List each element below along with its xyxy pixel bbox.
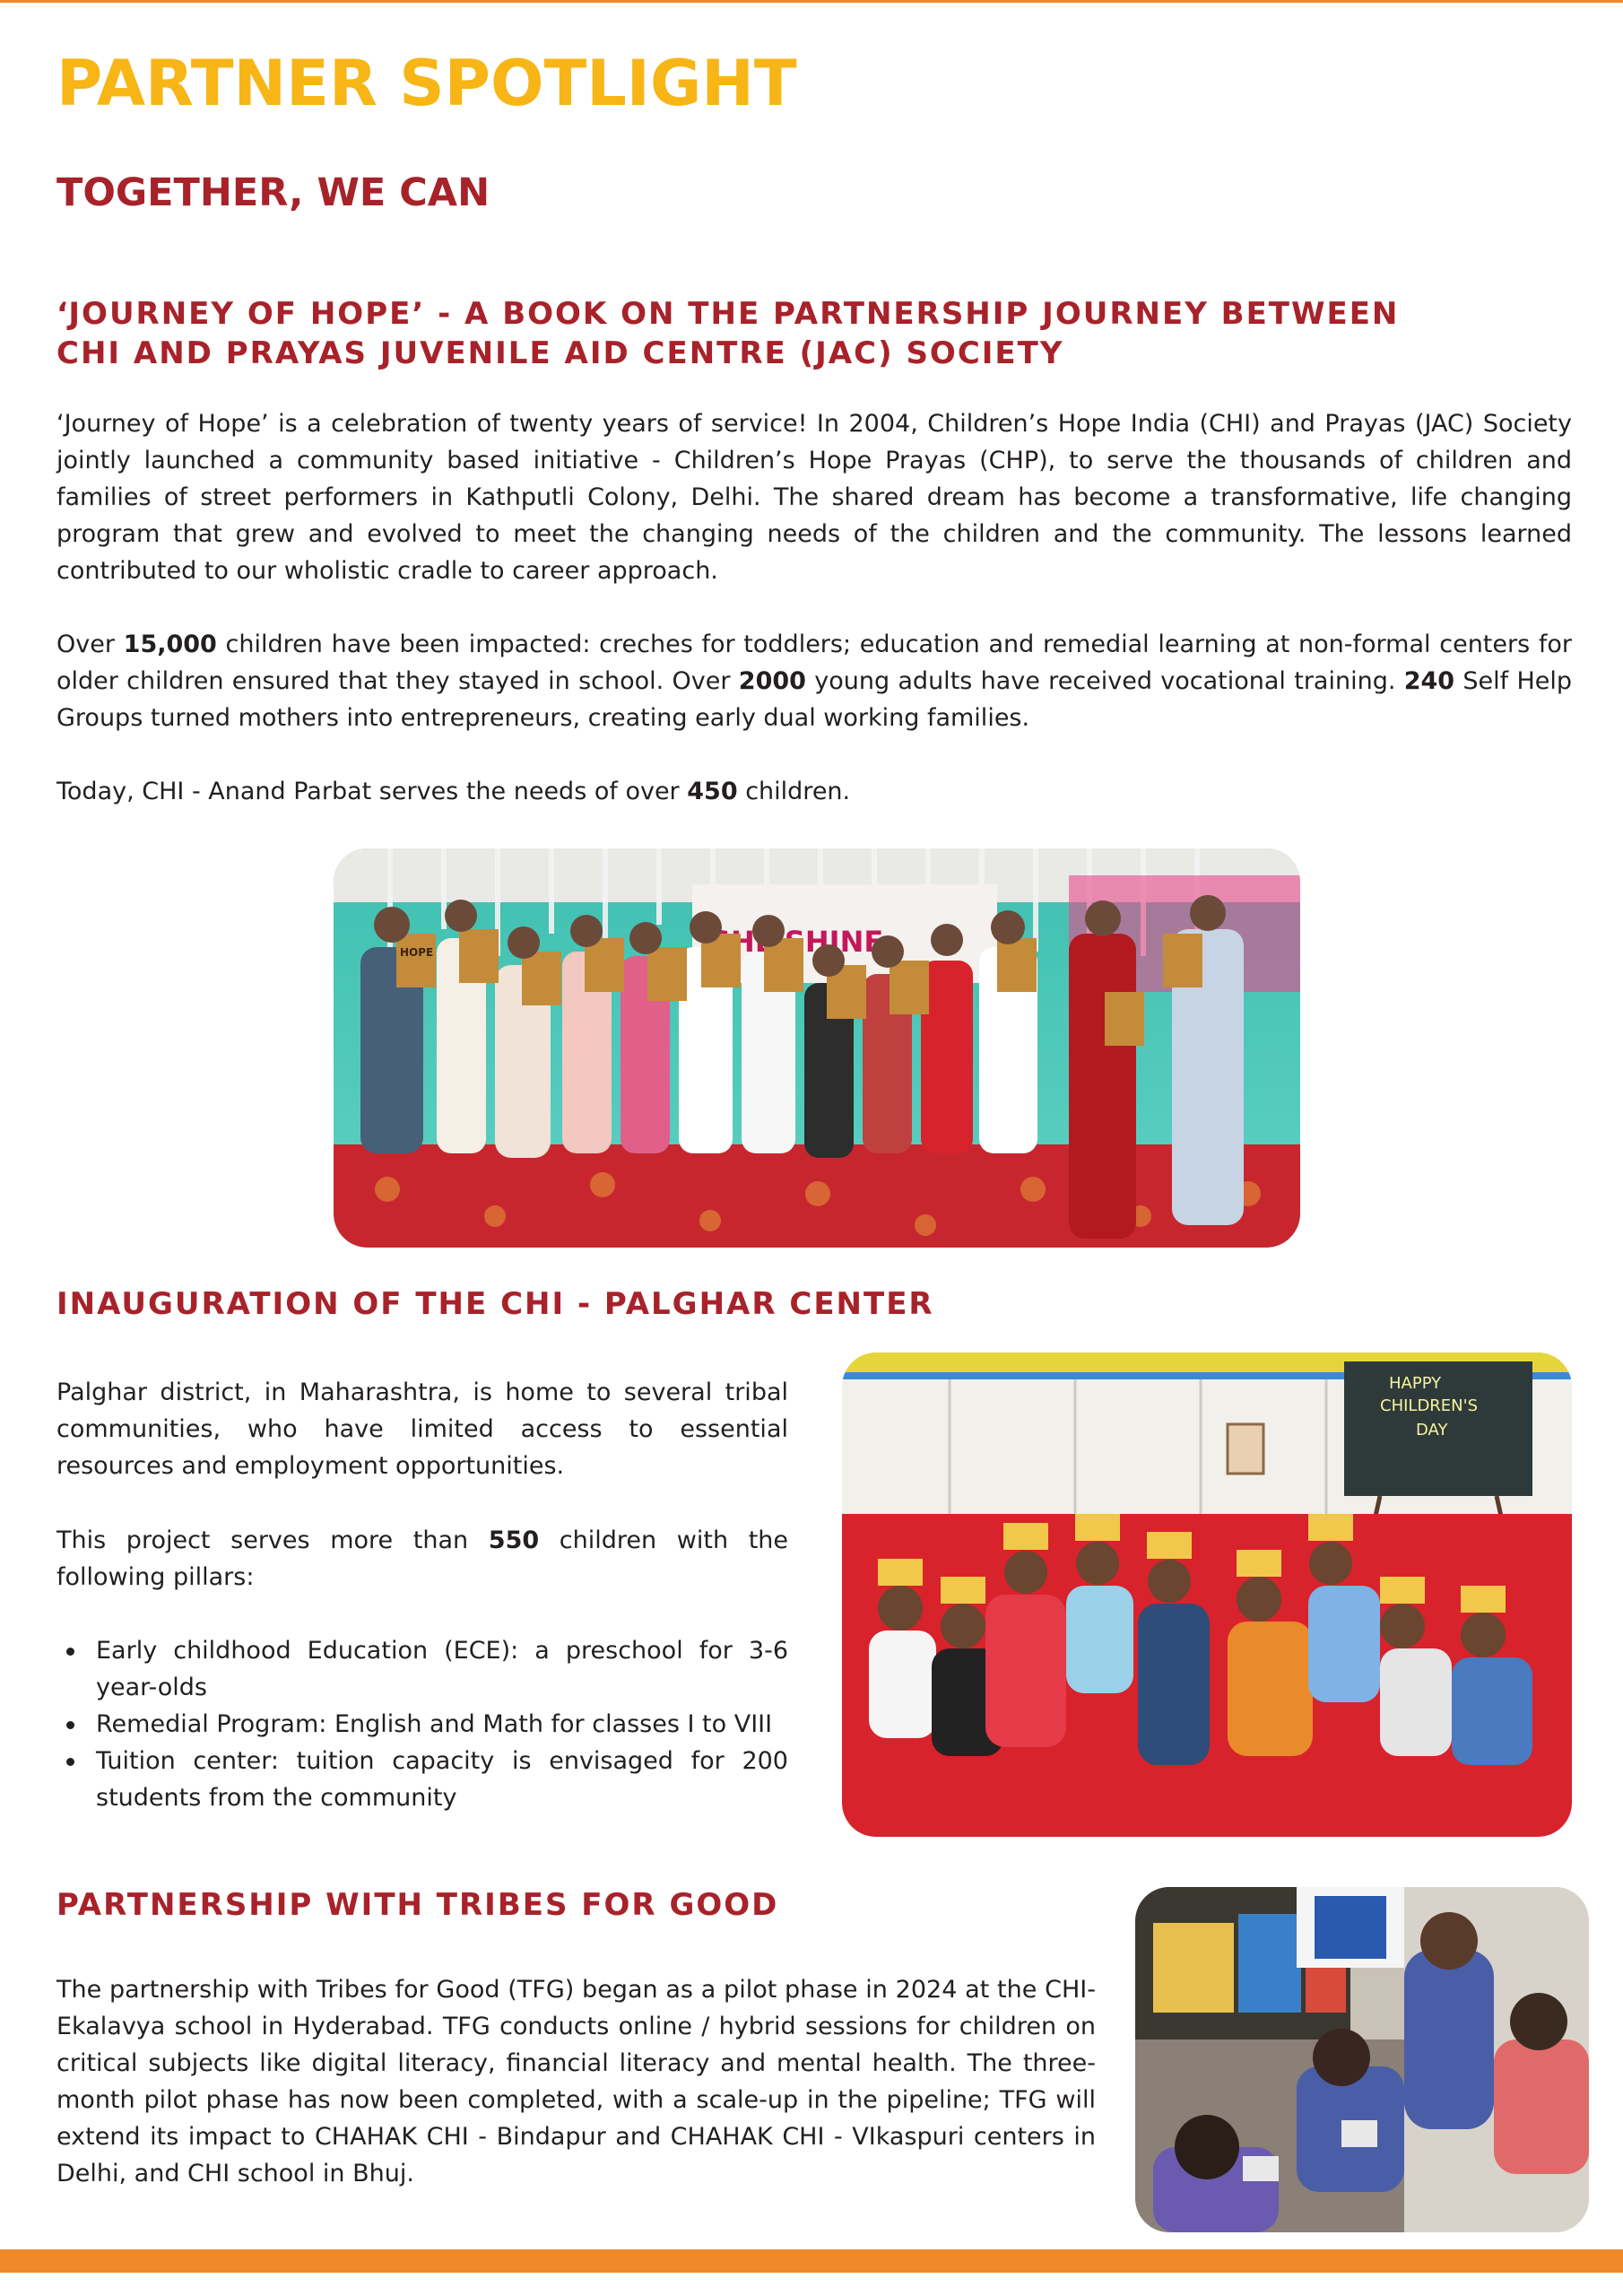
palghar-paragraph-1: Palghar district, in Maharashtra, is home to several tribal communities, who have limited access to essential resources and employment opportunities. [56, 1378, 788, 1480]
journey-of-hope-heading [56, 294, 1399, 373]
text-run: Self Help Groups turned mothers into entrepreneurs, creating early dual working families. [56, 667, 1572, 732]
bottom-accent-bar [0, 2249, 1623, 2273]
childrens-day-photo-image [842, 1352, 1572, 1837]
heading-line-1: ‘JOURNEY OF HOPE’ - A BOOK ON THE PARTNERSHIP JOURNEY BETWEEN [56, 296, 1400, 332]
palghar-heading: INAUGURATION OF THE CHI - PALGHAR CENTER [56, 1286, 934, 1322]
heading-line-2: CHI AND PRAYAS JUVENILE AID CENTRE (JAC) SOCIETY [56, 335, 1064, 371]
top-accent-line [0, 0, 1623, 3]
stat-self-help-groups: 240 [1403, 667, 1455, 695]
book-launch-photo-image [334, 848, 1300, 1248]
stat-anand-parbat-children: 450 [687, 778, 738, 805]
board-line-1: HAPPY [1389, 1374, 1442, 1393]
list-item: Remedial Program: English and Math for classes I to VIII [96, 1706, 788, 1743]
board-line-2: CHILDREN'S [1380, 1396, 1479, 1415]
text-run: This project serves more than [56, 1526, 489, 1554]
text-run: children with the following pillars: [56, 1526, 788, 1591]
stat-palghar-children: 550 [488, 1526, 540, 1554]
text-run: young adults have received vocational training. [805, 667, 1404, 695]
stat-children-impacted: 15,000 [123, 631, 217, 658]
book-title-text: HOPE [400, 946, 434, 959]
palghar-paragraph-2 [56, 1522, 788, 1596]
page-subtitle: TOGETHER, WE CAN [56, 170, 490, 215]
list-item: Tuition center: tuition capacity is envisaged for 200 students from the community [96, 1743, 788, 1816]
tribes-for-good-paragraph: The partnership with Tribes for Good (TFG) began as a pilot phase in 2024 at the CHI-Ekalavya school in Hyderabad. TFG conducts online / hybrid sessions for children on critical subjects like digital literacy, financial literacy and mental health. The three-month pilot phase has now been completed, with a scale-up in the pipeline; TFG will extend its impact to CHAHAK CHI - Bindapur and CHAHAK CHI - VIkaspuri centers in Delhi, and CHI school in Bhuj. [56, 1976, 1096, 2187]
tfg-students-photo-image [1135, 1887, 1589, 2232]
banner-text: SHE SHINE [710, 925, 884, 959]
childrens-day-photo [842, 1352, 1572, 1837]
journey-paragraph-1: ‘Journey of Hope’ is a celebration of twenty years of service! In 2004, Children’s Hope India (CHI) and Prayas (JAC) Society jointly launched a community based initiative - Children’s Hope Prayas (CHP), to serve the thousands of children and families of street performers in Kathputli Colony, Delhi. The shared dream has become a transformative, life changing program that grew and evolved to meet the changing needs of the children and the community. The lessons learned contributed to our wholistic cradle to career approach. [56, 410, 1572, 585]
text-run: children have been impacted: creches for toddlers; education and remedial learning at non-formal centers for older children ensured that they stayed in school. Over [56, 631, 1572, 695]
tribes-for-good-heading: PARTNERSHIP WITH TRIBES FOR GOOD [56, 1887, 779, 1923]
stat-young-adults: 2000 [738, 667, 806, 695]
board-line-3: DAY [1416, 1421, 1448, 1439]
journey-paragraph-3 [56, 773, 1572, 810]
text-run: Today, CHI - Anand Parbat serves the needs of over [56, 778, 688, 805]
text-run: children. [737, 778, 851, 805]
tfg-students-photo [1135, 1887, 1589, 2232]
pillars-list [56, 1632, 788, 1816]
list-item: Early childhood Education (ECE): a preschool for 3-6 year-olds [96, 1632, 788, 1706]
text-run: Over [56, 631, 124, 658]
page-title: PARTNER SPOTLIGHT [56, 47, 797, 120]
book-launch-photo [334, 848, 1300, 1248]
journey-paragraph-2 [56, 626, 1572, 736]
